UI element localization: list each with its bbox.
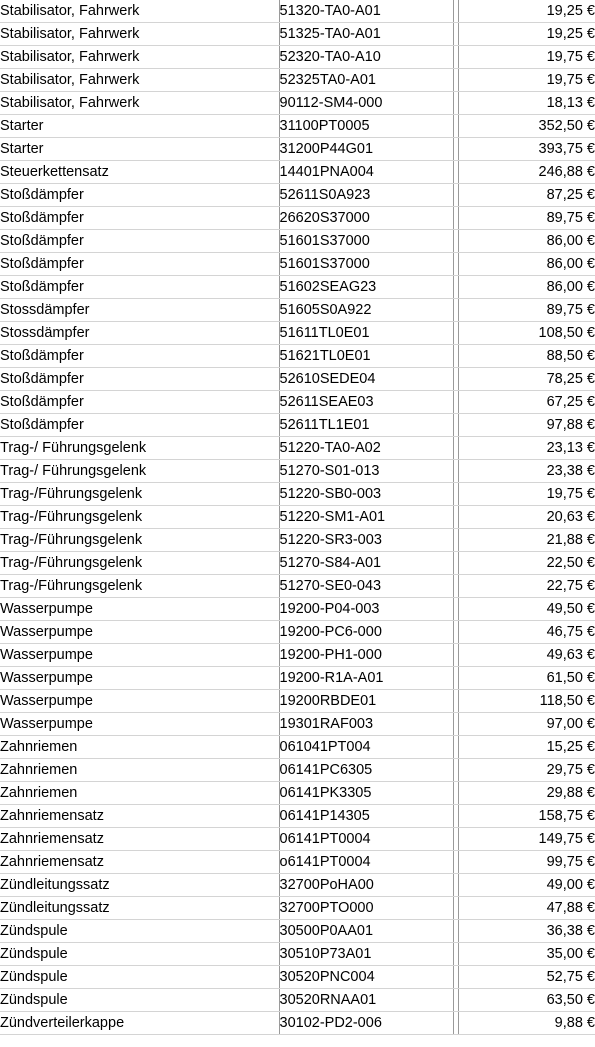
part-number-cell[interactable]: 19200-PH1-000 xyxy=(279,644,453,667)
part-name-cell[interactable]: Zündspule xyxy=(0,943,279,966)
table-row xyxy=(0,1012,595,1035)
price-cell[interactable]: 78,25 € xyxy=(458,368,595,391)
table-row xyxy=(0,161,595,184)
price-cell[interactable]: 63,50 € xyxy=(458,989,595,1012)
part-name-cell[interactable]: Stoßdämpfer xyxy=(0,276,279,299)
price-cell[interactable]: 47,88 € xyxy=(458,897,595,920)
part-number-cell[interactable]: 30510P73A01 xyxy=(279,943,453,966)
price-cell[interactable]: 149,75 € xyxy=(458,828,595,851)
price-cell[interactable]: 108,50 € xyxy=(458,322,595,345)
part-number-cell[interactable]: o6141PT0004 xyxy=(279,851,453,874)
part-number-cell[interactable]: 52611SEAE03 xyxy=(279,391,453,414)
table-row xyxy=(0,644,595,667)
part-name-cell[interactable]: Stoßdämpfer xyxy=(0,253,279,276)
part-number-cell[interactable]: 32700PoHA00 xyxy=(279,874,453,897)
part-number-cell[interactable]: 06141P14305 xyxy=(279,805,453,828)
part-name-cell[interactable]: Stossdämpfer xyxy=(0,299,279,322)
table-row xyxy=(0,782,595,805)
price-cell[interactable]: 87,25 € xyxy=(458,184,595,207)
price-cell[interactable]: 97,00 € xyxy=(458,713,595,736)
part-name-cell[interactable]: Zündverteilerkappe xyxy=(0,1012,279,1035)
table-row xyxy=(0,46,595,69)
price-cell[interactable]: 118,50 € xyxy=(458,690,595,713)
part-name-cell[interactable]: Steuerkettensatz xyxy=(0,161,279,184)
table-row xyxy=(0,713,595,736)
part-name-cell[interactable]: Stabilisator, Fahrwerk xyxy=(0,46,279,69)
price-cell[interactable]: 36,38 € xyxy=(458,920,595,943)
table-row xyxy=(0,460,595,483)
price-cell[interactable]: 49,00 € xyxy=(458,874,595,897)
part-number-cell[interactable]: 06141PC6305 xyxy=(279,759,453,782)
part-name-cell[interactable]: Starter xyxy=(0,138,279,161)
table-row xyxy=(0,276,595,299)
part-number-cell[interactable]: 51220-SM1-A01 xyxy=(279,506,453,529)
part-number-cell[interactable]: 06141PK3305 xyxy=(279,782,453,805)
part-name-cell[interactable]: Stabilisator, Fahrwerk xyxy=(0,23,279,46)
part-name-cell[interactable]: Trag-/Führungsgelenk xyxy=(0,483,279,506)
part-name-cell[interactable]: Trag-/ Führungsgelenk xyxy=(0,460,279,483)
part-number-cell[interactable]: 51611TL0E01 xyxy=(279,322,453,345)
part-name-cell[interactable]: Wasserpumpe xyxy=(0,667,279,690)
part-number-cell[interactable]: 32700PTO000 xyxy=(279,897,453,920)
price-cell[interactable]: 22,50 € xyxy=(458,552,595,575)
table-row xyxy=(0,920,595,943)
table-row xyxy=(0,23,595,46)
part-name-cell[interactable]: Wasserpumpe xyxy=(0,644,279,667)
table-row xyxy=(0,598,595,621)
part-number-cell[interactable]: 51621TL0E01 xyxy=(279,345,453,368)
part-name-cell[interactable]: Stoßdämpfer xyxy=(0,414,279,437)
part-name-cell[interactable]: Trag-/Führungsgelenk xyxy=(0,529,279,552)
price-cell[interactable]: 18,13 € xyxy=(458,92,595,115)
part-number-cell[interactable]: 26620S37000 xyxy=(279,207,453,230)
part-name-cell[interactable]: Stoßdämpfer xyxy=(0,391,279,414)
part-number-cell[interactable]: 52611TL1E01 xyxy=(279,414,453,437)
part-name-cell[interactable]: Stoßdämpfer xyxy=(0,230,279,253)
table-row xyxy=(0,529,595,552)
table-row xyxy=(0,230,595,253)
part-name-cell[interactable]: Stoßdämpfer xyxy=(0,184,279,207)
price-cell[interactable]: 49,50 € xyxy=(458,598,595,621)
price-cell[interactable]: 23,13 € xyxy=(458,437,595,460)
part-name-cell[interactable]: Stoßdämpfer xyxy=(0,368,279,391)
price-cell[interactable]: 393,75 € xyxy=(458,138,595,161)
part-number-cell[interactable]: 30520PNC004 xyxy=(279,966,453,989)
price-cell[interactable]: 19,75 € xyxy=(458,483,595,506)
part-number-cell[interactable]: 30102-PD2-006 xyxy=(279,1012,453,1035)
part-number-cell[interactable]: 14401PNA004 xyxy=(279,161,453,184)
part-number-cell[interactable]: 52611S0A923 xyxy=(279,184,453,207)
part-name-cell[interactable]: Stabilisator, Fahrwerk xyxy=(0,69,279,92)
table-row xyxy=(0,299,595,322)
price-cell[interactable]: 19,25 € xyxy=(458,0,595,23)
part-number-cell[interactable]: 51605S0A922 xyxy=(279,299,453,322)
part-number-cell[interactable]: 51270-SE0-043 xyxy=(279,575,453,598)
part-number-cell[interactable]: 90112-SM4-000 xyxy=(279,92,453,115)
table-row xyxy=(0,736,595,759)
price-cell[interactable]: 158,75 € xyxy=(458,805,595,828)
part-number-cell[interactable]: 31100PT0005 xyxy=(279,115,453,138)
part-name-cell[interactable]: Zahnriemensatz xyxy=(0,851,279,874)
price-cell[interactable]: 46,75 € xyxy=(458,621,595,644)
table-row xyxy=(0,506,595,529)
part-name-cell[interactable]: Trag-/ Führungsgelenk xyxy=(0,437,279,460)
table-row xyxy=(0,368,595,391)
table-row xyxy=(0,483,595,506)
table-row xyxy=(0,391,595,414)
table-row xyxy=(0,690,595,713)
price-cell[interactable]: 89,75 € xyxy=(458,207,595,230)
part-number-cell[interactable]: 52320-TA0-A10 xyxy=(279,46,453,69)
price-cell[interactable]: 99,75 € xyxy=(458,851,595,874)
price-cell[interactable]: 20,63 € xyxy=(458,506,595,529)
price-cell[interactable]: 9,88 € xyxy=(458,1012,595,1035)
part-name-cell[interactable]: Wasserpumpe xyxy=(0,690,279,713)
price-cell[interactable]: 352,50 € xyxy=(458,115,595,138)
part-number-cell[interactable]: 061041PT004 xyxy=(279,736,453,759)
table-row xyxy=(0,966,595,989)
part-name-cell[interactable]: Stossdämpfer xyxy=(0,322,279,345)
part-number-cell[interactable]: 19200-PC6-000 xyxy=(279,621,453,644)
part-number-cell[interactable]: 51601S37000 xyxy=(279,253,453,276)
part-name-cell[interactable]: Stabilisator, Fahrwerk xyxy=(0,0,279,23)
table-row xyxy=(0,667,595,690)
table-row xyxy=(0,828,595,851)
part-name-cell[interactable]: Trag-/Führungsgelenk xyxy=(0,575,279,598)
part-number-cell[interactable]: 31200P44G01 xyxy=(279,138,453,161)
table-row xyxy=(0,943,595,966)
part-number-cell[interactable]: 51220-SR3-003 xyxy=(279,529,453,552)
part-number-cell[interactable]: 30500P0AA01 xyxy=(279,920,453,943)
part-name-cell[interactable]: Zündleitungssatz xyxy=(0,874,279,897)
part-name-cell[interactable]: Trag-/Führungsgelenk xyxy=(0,506,279,529)
table-row xyxy=(0,437,595,460)
part-name-cell[interactable]: Wasserpumpe xyxy=(0,713,279,736)
table-row xyxy=(0,115,595,138)
table-row xyxy=(0,805,595,828)
price-cell[interactable]: 246,88 € xyxy=(458,161,595,184)
part-name-cell[interactable]: Trag-/Führungsgelenk xyxy=(0,552,279,575)
price-cell[interactable]: 29,88 € xyxy=(458,782,595,805)
table-row xyxy=(0,897,595,920)
part-name-cell[interactable]: Wasserpumpe xyxy=(0,621,279,644)
table-row xyxy=(0,874,595,897)
part-number-cell[interactable]: 51601S37000 xyxy=(279,230,453,253)
table-row xyxy=(0,989,595,1012)
price-cell[interactable]: 22,75 € xyxy=(458,575,595,598)
table-row xyxy=(0,138,595,161)
price-cell[interactable]: 29,75 € xyxy=(458,759,595,782)
part-name-cell[interactable]: Zündspule xyxy=(0,920,279,943)
part-number-cell[interactable]: 19200RBDE01 xyxy=(279,690,453,713)
part-number-cell[interactable]: 51270-S01-013 xyxy=(279,460,453,483)
table-row xyxy=(0,552,595,575)
table-row xyxy=(0,184,595,207)
part-name-cell[interactable]: Stoßdämpfer xyxy=(0,345,279,368)
part-number-cell[interactable]: 51325-TA0-A01 xyxy=(279,23,453,46)
part-name-cell[interactable]: Starter xyxy=(0,115,279,138)
part-number-cell[interactable]: 51220-TA0-A02 xyxy=(279,437,453,460)
price-cell[interactable]: 49,63 € xyxy=(458,644,595,667)
table-row xyxy=(0,851,595,874)
part-number-cell[interactable]: 51320-TA0-A01 xyxy=(279,0,453,23)
part-name-cell[interactable]: Wasserpumpe xyxy=(0,598,279,621)
part-name-cell[interactable]: Zündleitungssatz xyxy=(0,897,279,920)
price-cell[interactable]: 97,88 € xyxy=(458,414,595,437)
price-cell[interactable]: 19,75 € xyxy=(458,46,595,69)
table-row xyxy=(0,345,595,368)
price-cell[interactable]: 19,25 € xyxy=(458,23,595,46)
table-row xyxy=(0,69,595,92)
part-number-cell[interactable]: 19200-R1A-A01 xyxy=(279,667,453,690)
part-name-cell[interactable]: Zahnriemen xyxy=(0,759,279,782)
part-name-cell[interactable]: Zündspule xyxy=(0,989,279,1012)
part-number-cell[interactable]: 52325TA0-A01 xyxy=(279,69,453,92)
part-number-cell[interactable]: 19200-P04-003 xyxy=(279,598,453,621)
part-number-cell[interactable]: 19301RAF003 xyxy=(279,713,453,736)
price-cell[interactable]: 19,75 € xyxy=(458,69,595,92)
price-cell[interactable]: 21,88 € xyxy=(458,529,595,552)
price-cell[interactable]: 15,25 € xyxy=(458,736,595,759)
part-name-cell[interactable]: Zündspule xyxy=(0,966,279,989)
part-number-cell[interactable]: 51602SEAG23 xyxy=(279,276,453,299)
part-number-cell[interactable]: 30520RNAA01 xyxy=(279,989,453,1012)
part-name-cell[interactable]: Zahnriemensatz xyxy=(0,805,279,828)
part-name-cell[interactable]: Zahnriemen xyxy=(0,736,279,759)
price-cell[interactable]: 86,00 € xyxy=(458,230,595,253)
part-name-cell[interactable]: Zahnriemensatz xyxy=(0,828,279,851)
part-name-cell[interactable]: Zahnriemen xyxy=(0,782,279,805)
part-number-cell[interactable]: 51270-S84-A01 xyxy=(279,552,453,575)
price-cell[interactable]: 23,38 € xyxy=(458,460,595,483)
table-row xyxy=(0,414,595,437)
price-cell[interactable]: 89,75 € xyxy=(458,299,595,322)
price-cell[interactable]: 52,75 € xyxy=(458,966,595,989)
table-row xyxy=(0,92,595,115)
part-name-cell[interactable]: Stoßdämpfer xyxy=(0,207,279,230)
price-cell[interactable]: 86,00 € xyxy=(458,276,595,299)
table-row xyxy=(0,621,595,644)
table-row xyxy=(0,0,595,23)
table-row xyxy=(0,575,595,598)
price-cell[interactable]: 88,50 € xyxy=(458,345,595,368)
price-cell[interactable]: 61,50 € xyxy=(458,667,595,690)
table-row xyxy=(0,322,595,345)
price-cell[interactable]: 67,25 € xyxy=(458,391,595,414)
part-number-cell[interactable]: 52610SEDE04 xyxy=(279,368,453,391)
price-cell[interactable]: 35,00 € xyxy=(458,943,595,966)
part-number-cell[interactable]: 06141PT0004 xyxy=(279,828,453,851)
part-number-cell[interactable]: 51220-SB0-003 xyxy=(279,483,453,506)
price-cell[interactable]: 86,00 € xyxy=(458,253,595,276)
table-row xyxy=(0,207,595,230)
table-row xyxy=(0,759,595,782)
part-name-cell[interactable]: Stabilisator, Fahrwerk xyxy=(0,92,279,115)
table-row xyxy=(0,253,595,276)
